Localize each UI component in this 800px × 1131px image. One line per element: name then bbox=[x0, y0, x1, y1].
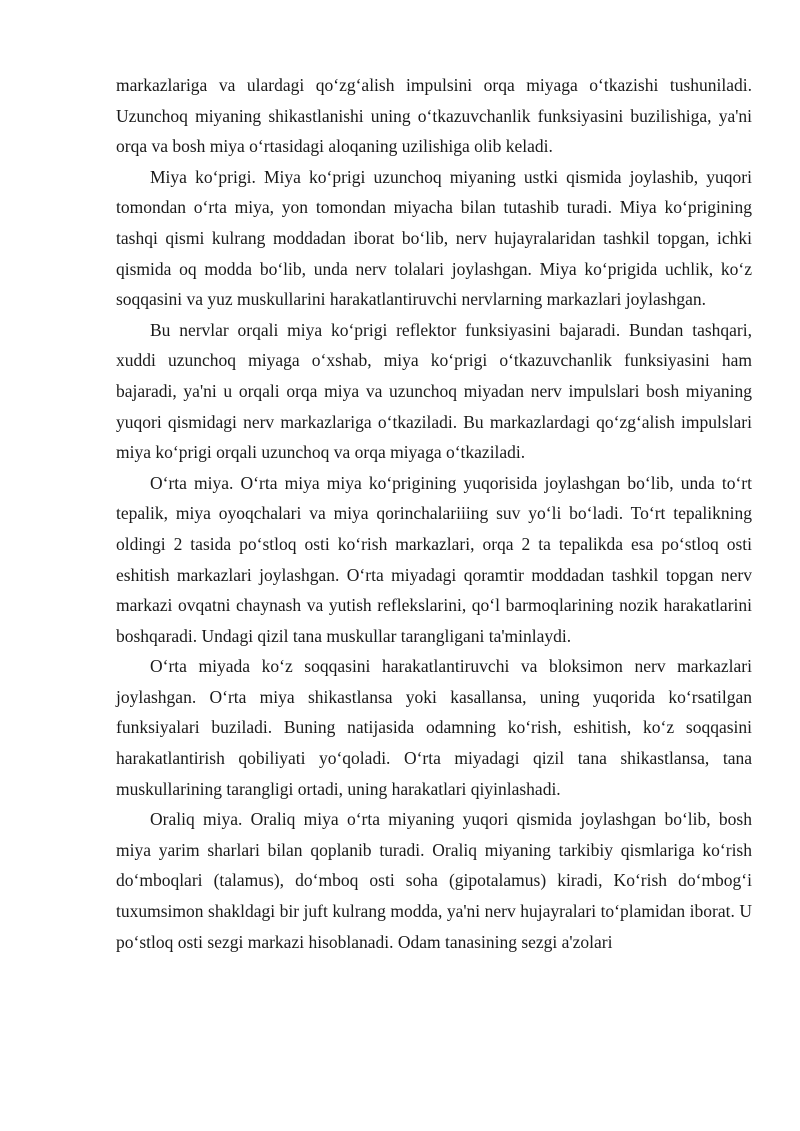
paragraph-orta-miya: O‘rta miya. O‘rta miya miya ko‘prigining yuqorisida joylashgan bo‘lib, unda to‘rt tepalik, miya oyoqchalari va miya qorinchalariiing suv yo‘li bo‘ladi. To‘rt tepalikning oldingi 2 tasida po‘stloq osti ko‘rish markazlari, orqa 2 ta tepalikda esa po‘stloq osti eshitish markazlari joylashgan. O‘rta miyadagi qoramtir moddadan tashkil topgan nerv markazi ovqatni chaynash va yutish reflekslarini, qo‘l barmoqlarining nozik harakatlarini boshqaradi. Undagi qizil tana muskullar tarangligani ta'minlaydi. bbox=[116, 472, 752, 646]
paragraph-orta-miya-markazlari: O‘rta miyada ko‘z soqqasini harakatlantiruvchi va bloksimon nerv markazlari joylashgan. O‘rta miya shikastlansa yoki kasallansa, uning yuqorida ko‘rsatilgan funksiyalari buziladi. Buning natijasida odamning ko‘rish, eshitish, ko‘z soqqasini harakatlantirish qobiliyati yo‘qoladi. O‘rta miyadagi qizil tana shikastlansa, tana muskullarining tarangligi ortadi, uning harakatlari qiyinlashadi. bbox=[116, 656, 752, 799]
paragraph-oraliq-miya: Oraliq miya. Oraliq miya o‘rta miyaning yuqori qismida joylashgan bo‘lib, bosh miya yarim sharlari bilan qoplanib turadi. Oraliq miyaning tarkibiy qismlariga ko‘rish do‘mboqlari (talamus), do‘mboq osti soha (gipotalamus) kiradi, Ko‘rish do‘mbog‘i tuxumsimon shakldagi bir juft kulrang modda, ya'ni nerv hujayralari to‘plamidan iborat. U po‘stloq osti sezgi markazi hisoblanadi. Odam tanasining sezgi a'zolari bbox=[116, 809, 752, 952]
paragraph-continuation: markazlariga va ulardagi qo‘zg‘alish impulsini orqa miyaga o‘tkazishi tushuniladi. Uzunchoq miyaning shikastlanishi uning o‘tkazuvchanlik funksiyasini buzilishiga, ya'ni orqa va bosh miya o‘rtasidagi aloqaning uzilishiga olib keladi. bbox=[116, 75, 752, 157]
paragraph-miya-koprigi: Miya ko‘prigi. Miya ko‘prigi uzunchoq miyaning ustki qismida joylashib, yuqori tomondan o‘rta miya, yon tomondan miyacha bilan tutashib turadi. Miya ko‘prigining tashqi qismi kulrang moddadan iborat bo‘lib, nerv hujayralaridan tashkil topgan, ichki qismida oq modda bo‘lib, unda nerv tolalari joylashgan. Miya ko‘prigida uchlik, ko‘z soqqasini va yuz muskullarini harakatlantiruvchi nervlarning markazlari joylashgan. bbox=[116, 166, 752, 310]
paragraph-reflektor-funksiya: Bu nervlar orqali miya ko‘prigi reflektor funksiyasini bajaradi. Bundan tashqari, xuddi uzunchoq miyaga o‘xshab, miya ko‘prigi o‘tkazuvchanlik funksiyasini ham bajaradi, ya'ni u orqali orqa miya va uzunchoq miyadan nerv impulslari bosh miyaning yuqori qismidagi nerv markazlariga o‘tkaziladi. Bu markazlardagi qo‘zg‘alish impulslari miya ko‘prigi orqali uzunchoq va orqa miyaga o‘tkaziladi. bbox=[116, 319, 752, 463]
document-page bbox=[116, 70, 752, 957]
